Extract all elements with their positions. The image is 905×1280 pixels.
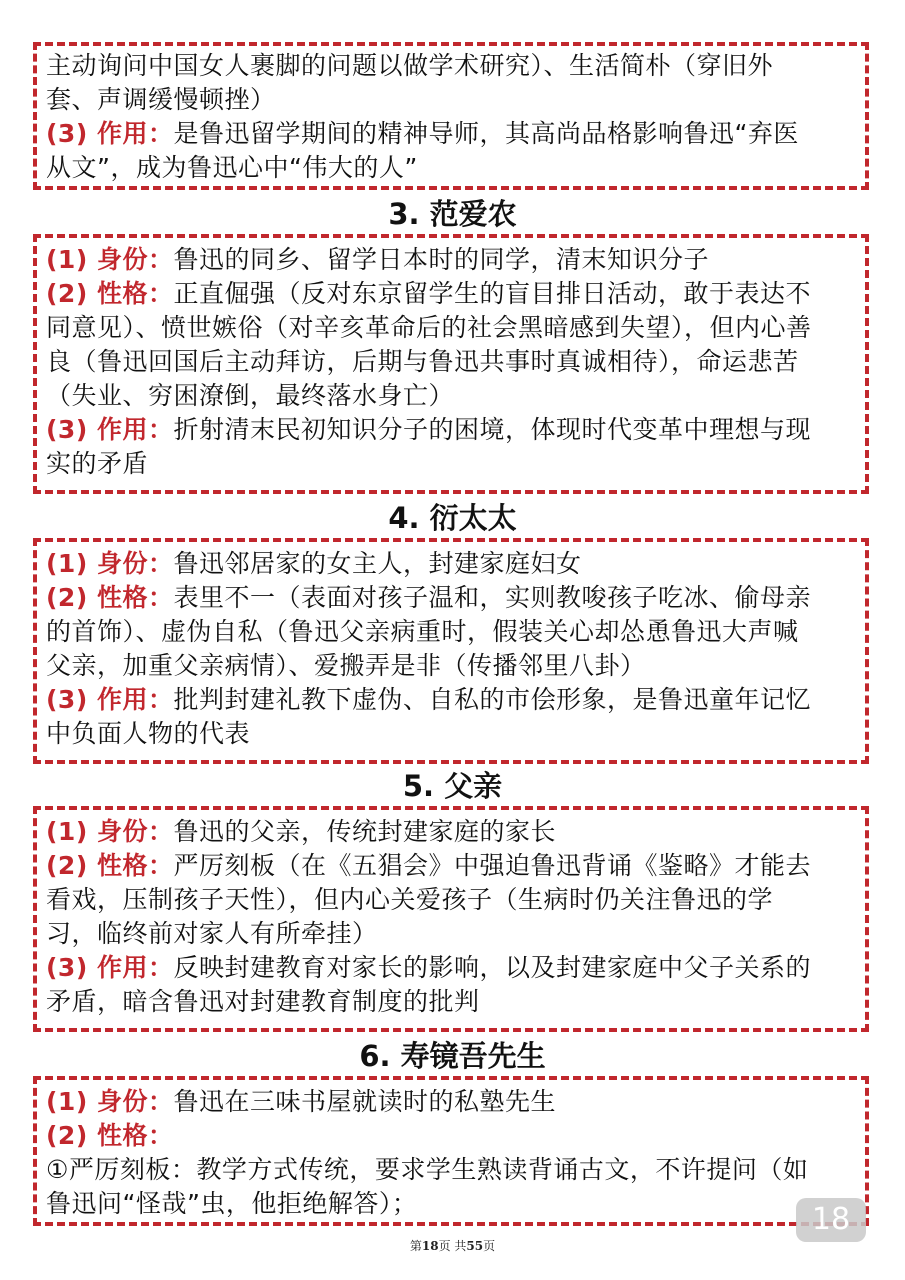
footer-suffix: 页 <box>483 1239 496 1253</box>
page-footer <box>0 1238 905 1254</box>
section-line <box>46 49 857 83</box>
section-heading-father: 5. 父亲 <box>402 769 503 803</box>
section-line <box>46 615 857 649</box>
line-text: 看戏，压制孩子天性），但内心关爱孩子（生病时仍关注鲁迅的学 <box>46 885 774 914</box>
line-text: 正直倔强（反对东京留学生的盲目排日活动，敢于表达不 <box>173 279 811 308</box>
line-label: (1) 身份： <box>46 817 174 846</box>
section-line <box>46 815 857 849</box>
line-text: 从文”，成为鲁迅心中“伟大的人” <box>46 153 418 182</box>
section-line <box>46 581 857 615</box>
line-label: (1) 身份： <box>46 549 174 578</box>
line-text: 同意见）、愤世嫉俗（对辛亥革命后的社会黑暗感到失望），但内心善 <box>46 313 812 342</box>
line-text: 反映封建教育对家长的影响，以及封建家庭中父子关系的 <box>173 953 811 982</box>
line-text: 鲁迅在三味书屋就读时的私塾先生 <box>173 1087 556 1116</box>
section-line <box>46 1153 857 1187</box>
section-line <box>46 413 857 447</box>
line-text: 鲁迅的同乡、留学日本时的同学，清末知识分子 <box>173 245 709 274</box>
line-text: 表里不一（表面对孩子温和，实则教唆孩子吃冰、偷母亲 <box>173 583 811 612</box>
section-box-yan-taitai <box>33 538 869 764</box>
line-text: 主动询问中国女人裹脚的问题以做学术研究）、生活简朴（穿旧外 <box>46 51 774 80</box>
section-line <box>46 1119 857 1153</box>
line-text: 实的矛盾 <box>46 449 149 478</box>
section-line <box>46 849 857 883</box>
section-line <box>46 345 857 379</box>
section-line <box>46 883 857 917</box>
footer-middle: 页 共 <box>438 1239 467 1253</box>
section-box-fan-ainong <box>33 234 869 494</box>
page-number-badge: 18 <box>796 1198 866 1242</box>
line-text: 良（鲁迅回国后主动拜访，后期与鲁迅共事时真诚相待），命运悲苦 <box>46 347 799 376</box>
section-line <box>46 1085 857 1119</box>
section-line <box>46 951 857 985</box>
section-line <box>46 683 857 717</box>
section-line <box>46 243 857 277</box>
line-text: 习，临终前对家人有所牵挂） <box>46 919 378 948</box>
section-line <box>46 379 857 413</box>
footer-current-page: 18 <box>421 1239 439 1253</box>
section-line <box>46 117 857 151</box>
line-text: 中负面人物的代表 <box>46 719 251 748</box>
section-heading-shou-jingwu: 6. 寿镜吾先生 <box>359 1039 546 1073</box>
section-line <box>46 985 857 1019</box>
line-text: 鲁迅问“怪哉”虫，他拒绝解答）； <box>46 1189 418 1218</box>
section-box-continuation <box>33 42 869 190</box>
section-box-father <box>33 806 869 1032</box>
section-heading-fan-ainong: 3. 范爱农 <box>388 197 517 231</box>
line-text: 套、声调缓慢顿挫） <box>46 85 276 114</box>
line-label: (2) 性格： <box>46 583 174 612</box>
line-text: 批判封建礼教下虚伪、自私的市侩形象，是鲁迅童年记忆 <box>173 685 811 714</box>
section-line <box>46 447 857 481</box>
footer-prefix: 第 <box>409 1239 422 1253</box>
section-line <box>46 83 857 117</box>
section-line <box>46 717 857 751</box>
footer-total-pages: 55 <box>466 1239 484 1253</box>
line-label: (1) 身份： <box>46 245 174 274</box>
line-label: (2) 性格： <box>46 1121 174 1150</box>
line-label: (2) 性格： <box>46 279 174 308</box>
line-text: 严厉刻板（在《五猖会》中强迫鲁迅背诵《鉴略》才能去 <box>173 851 811 880</box>
line-text: 矛盾，暗含鲁迅对封建教育制度的批判 <box>46 987 480 1016</box>
section-line <box>46 1187 857 1221</box>
section-line <box>46 151 857 185</box>
line-text: 鲁迅的父亲，传统封建家庭的家长 <box>173 817 556 846</box>
section-line <box>46 277 857 311</box>
line-text: 是鲁迅留学期间的精神导师，其高尚品格影响鲁迅“弃医 <box>173 119 799 148</box>
section-line <box>46 917 857 951</box>
line-text: 鲁迅邻居家的女主人，封建家庭妇女 <box>173 549 582 578</box>
line-text: 折射清末民初知识分子的困境，体现时代变革中理想与现 <box>173 415 811 444</box>
line-label: (2) 性格： <box>46 851 174 880</box>
section-box-shou-jingwu <box>33 1076 869 1226</box>
line-text: 父亲，加重父亲病情）、爱搬弄是非（传播邻里八卦） <box>46 651 646 680</box>
line-label: (3) 作用： <box>46 119 174 148</box>
line-label: (3) 作用： <box>46 685 174 714</box>
section-line <box>46 311 857 345</box>
line-label: (3) 作用： <box>46 953 174 982</box>
section-line <box>46 547 857 581</box>
line-text: （失业、穷困潦倒，最终落水身亡） <box>46 381 455 410</box>
line-text: ①严厉刻板：教学方式传统，要求学生熟读背诵古文，不许提问（如 <box>46 1155 809 1184</box>
line-text: 的首饰）、虚伪自私（鲁迅父亲病重时，假装关心却怂恿鲁迅大声喊 <box>46 617 799 646</box>
line-label: (3) 作用： <box>46 415 174 444</box>
section-line <box>46 649 857 683</box>
section-heading-yan-taitai: 4. 衍太太 <box>388 501 517 535</box>
line-label: (1) 身份： <box>46 1087 174 1116</box>
